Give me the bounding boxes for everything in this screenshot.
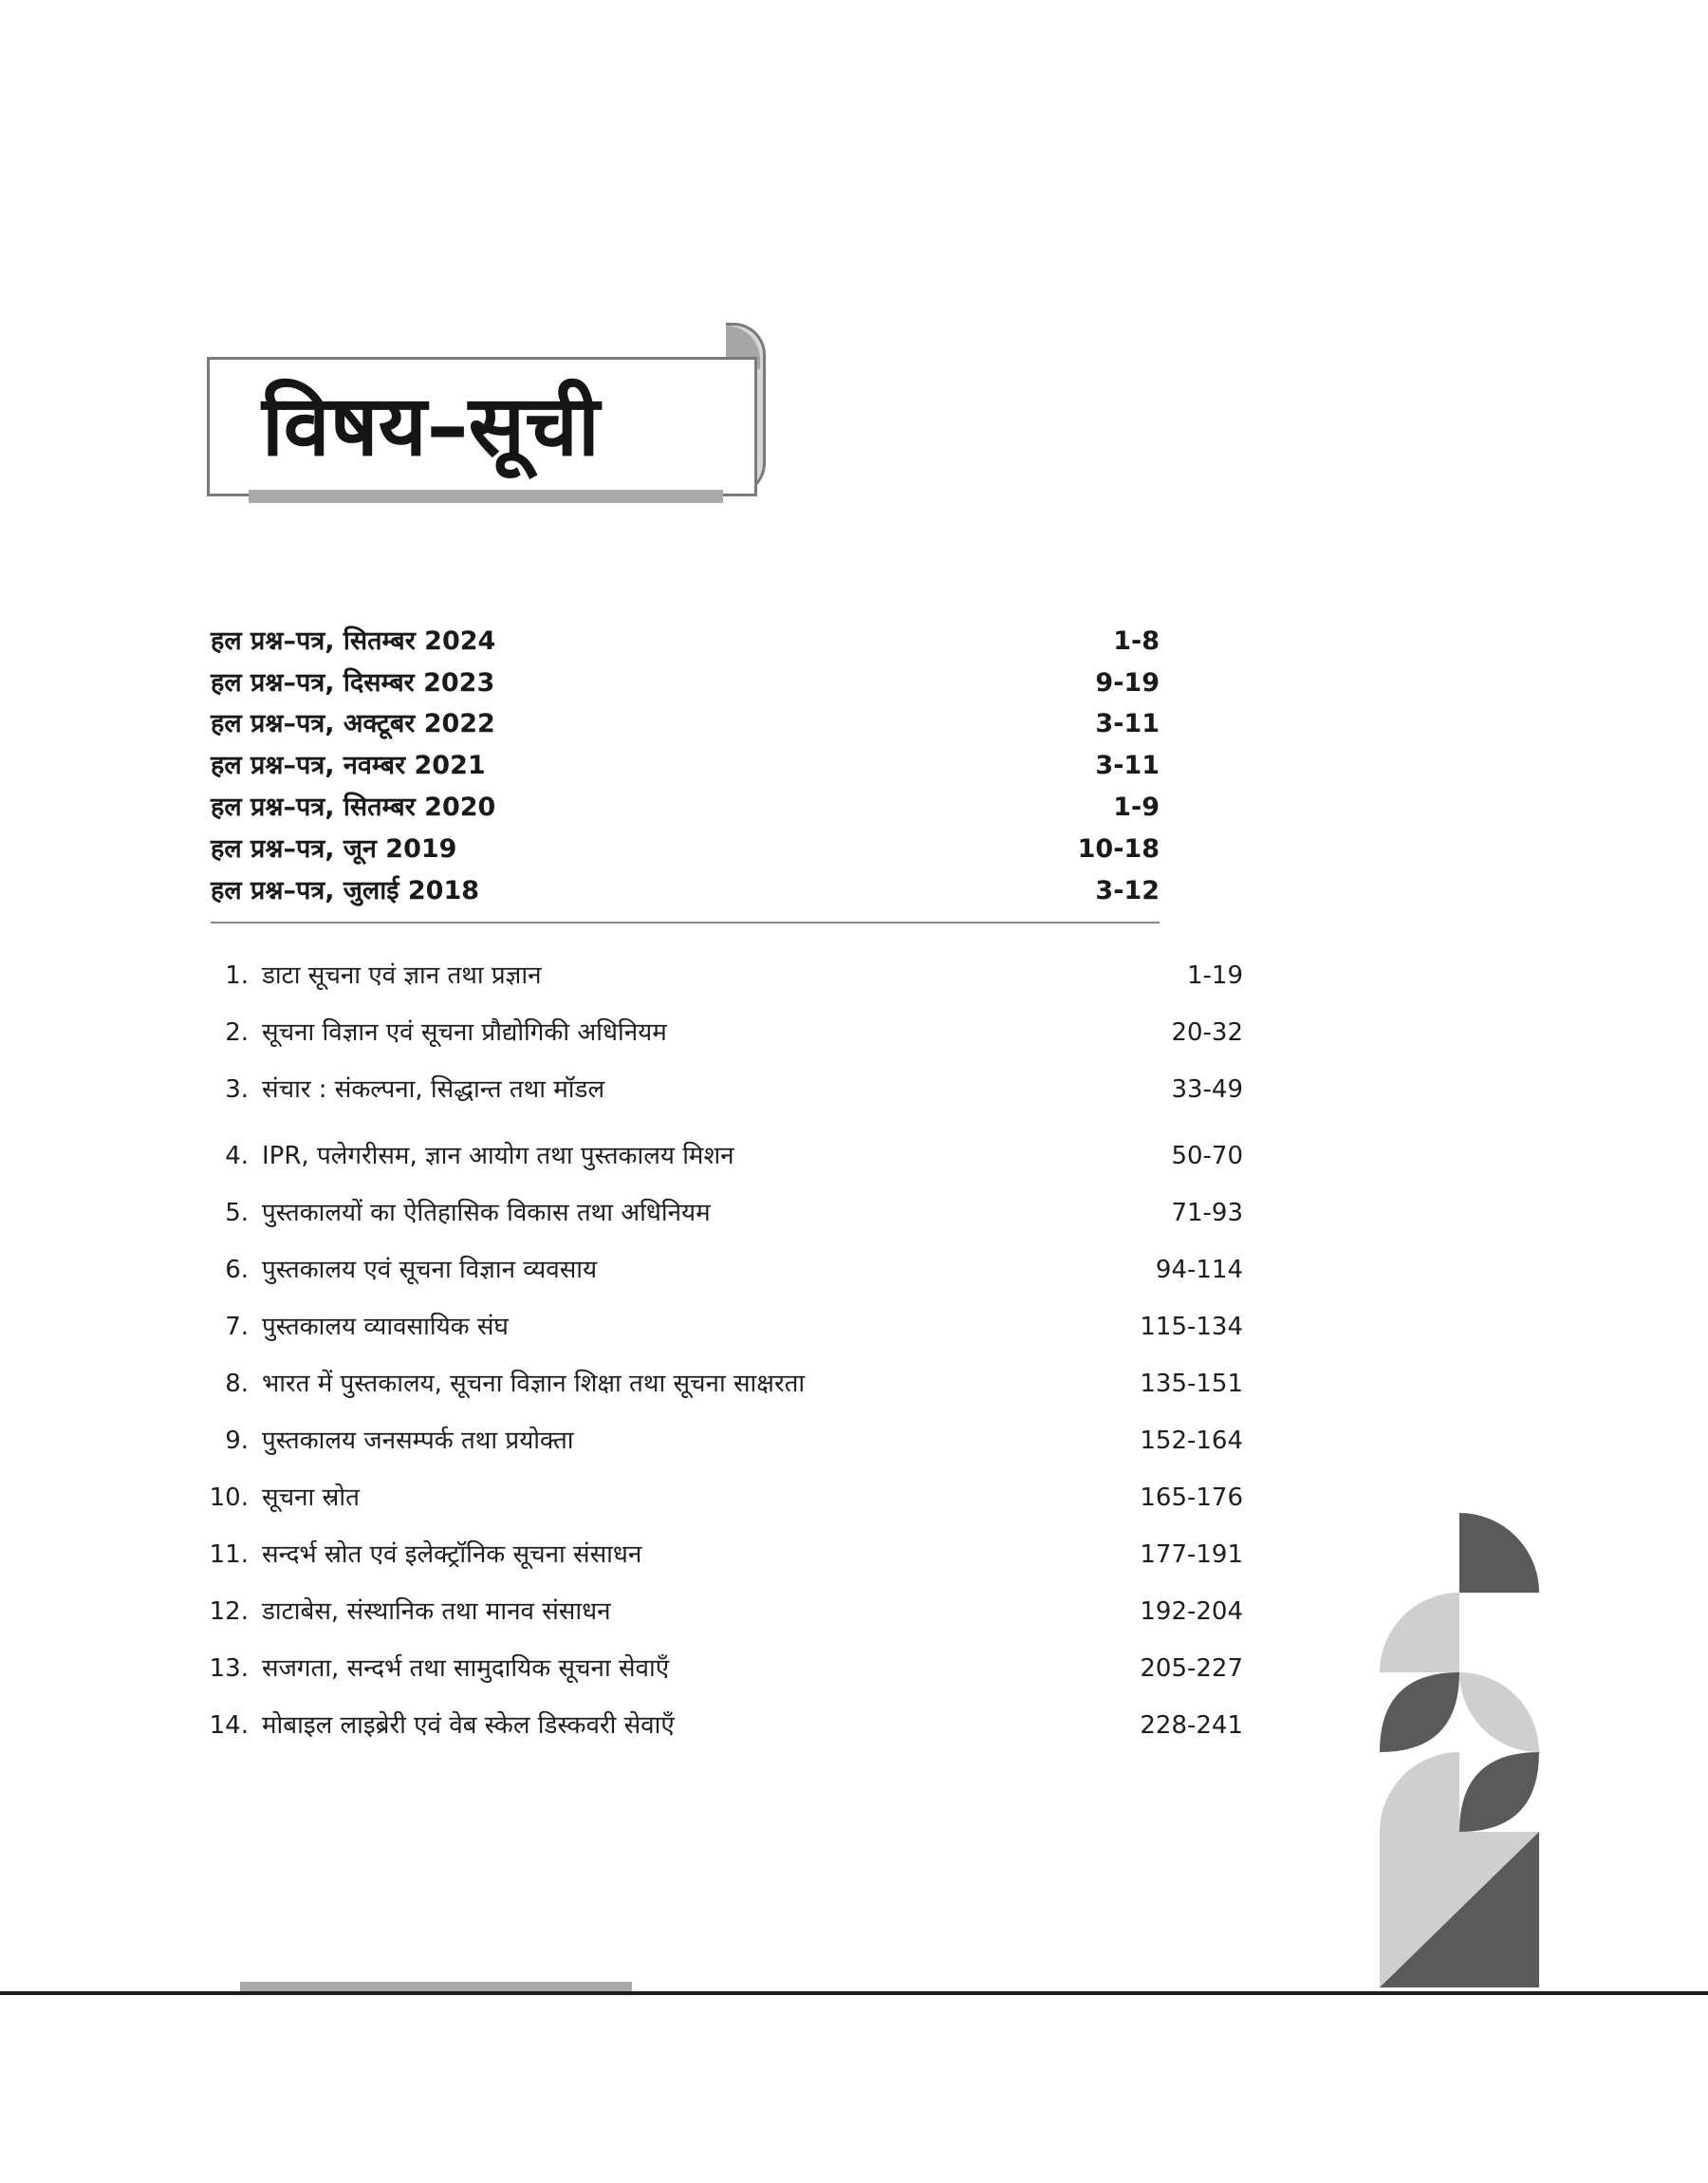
chapter-title: डाटाबेस, संस्थानिक तथा मानव संसाधन [262,1597,611,1626]
chapter-title: पुस्तकालय व्यावसायिक संघ [262,1313,509,1341]
paper-pages: 9-19 [1095,668,1160,698]
paper-pages: 3-11 [1095,751,1160,780]
paper-row [211,704,1160,744]
chapter-row [209,1646,1243,1691]
chapter-number: 8. [225,1370,249,1398]
chapter-title: सन्दर्भ स्रोत एवं इलेक्ट्रॉनिक सूचना संसाधन [262,1540,642,1569]
chapter-number: 6. [225,1256,249,1284]
chapter-title: डाटा सूचना एवं ज्ञान तथा प्रज्ञान [262,961,542,990]
chapter-title: सजगता, सन्दर्भ तथा सामुदायिक सूचना सेवाएँ [262,1654,670,1683]
chapter-pages: 1-19 [1186,961,1243,990]
chapter-title: पुस्तकालयों का ऐतिहासिक विकास तथा अधिनियम [262,1199,711,1227]
chapter-title: मोबाइल लाइब्रेरी एवं वेब स्केल डिस्कवरी सेवाएँ [262,1711,675,1740]
chapter-row [209,1532,1243,1577]
paper-title: हल प्रश्न–पत्र, अक्टूबर 2022 [211,709,495,738]
chapter-number: 2. [225,1018,249,1047]
chapter-number: 1. [225,961,249,990]
quarter-circle-shape [1459,1513,1539,1593]
paper-row [211,871,1160,911]
quarter-circle-shape [1380,1752,1459,1832]
chapter-pages: 115-134 [1140,1313,1243,1341]
paper-title: हल प्रश्न–पत्र, नवम्बर 2021 [211,751,486,780]
chapter-pages: 135-151 [1140,1370,1243,1398]
chapter-pages: 228-241 [1140,1711,1243,1740]
chapter-number: 9. [225,1427,249,1455]
chapter-number: 13. [209,1654,249,1683]
decorative-shapes [1380,1513,1541,1987]
chapter-row [209,1361,1243,1407]
paper-title: हल प्रश्न–पत्र, सितम्बर 2024 [211,626,496,656]
chapter-pages: 177-191 [1140,1540,1243,1569]
chapter-pages: 152-164 [1140,1427,1243,1455]
leaf-shape [1380,1672,1459,1752]
chapter-row [209,1475,1243,1521]
paper-row [211,830,1160,869]
paper-row [211,746,1160,786]
chapter-row [209,1010,1243,1055]
chapter-title: सूचना विज्ञान एवं सूचना प्रौद्योगिकी अधिनियम [262,1018,667,1047]
chapter-number: 11. [209,1540,249,1569]
chapter-number: 4. [225,1142,249,1170]
chapter-title: पुस्तकालय जनसम्पर्क तथा प्रयोक्ता [262,1427,574,1455]
chapter-row [209,1703,1243,1748]
chapter-pages: 20-32 [1171,1018,1243,1047]
paper-title: हल प्रश्न–पत्र, जुलाई 2018 [211,876,480,905]
paper-pages: 3-12 [1095,876,1160,905]
chapter-number: 14. [209,1711,249,1740]
paper-pages: 3-11 [1095,709,1160,738]
paper-pages: 1-9 [1113,793,1160,822]
chapter-number: 3. [225,1075,249,1104]
chapter-number: 12. [209,1597,249,1626]
chapter-row [209,1247,1243,1293]
chapter-row [209,1418,1243,1464]
paper-row [211,788,1160,828]
chapter-pages: 33-49 [1171,1075,1243,1104]
chapter-pages: 165-176 [1140,1483,1243,1512]
chapter-row [209,1589,1243,1634]
paper-row [211,663,1160,703]
paper-row [211,622,1160,662]
paper-pages: 1-8 [1113,626,1160,656]
chapter-row [209,1304,1243,1350]
paper-pages: 10-18 [1077,834,1160,864]
chapter-row [209,1067,1243,1112]
title-banner-shadow [249,490,723,503]
chapter-pages: 192-204 [1140,1597,1243,1626]
chapter-title: सूचना स्रोत [262,1483,360,1512]
footer-rule [0,1991,1708,1995]
chapter-title: पुस्तकालय एवं सूचना विज्ञान व्यवसाय [262,1256,598,1284]
chapter-row [209,1190,1243,1236]
chapter-number: 10. [209,1483,249,1512]
leaf-shape [1459,1752,1539,1832]
chapter-title: भारत में पुस्तकालय, सूचना विज्ञान शिक्षा तथा सूचना साक्षरता [262,1370,806,1398]
chapter-pages: 205-227 [1140,1654,1243,1683]
section-divider [211,922,1160,924]
paper-title: हल प्रश्न–पत्र, दिसम्बर 2023 [211,668,495,698]
chapter-row [209,953,1243,998]
chapter-pages: 71-93 [1171,1199,1243,1227]
paper-title: हल प्रश्न–पत्र, सितम्बर 2020 [211,793,496,822]
chapter-number: 7. [225,1313,249,1341]
chapter-row [209,1133,1243,1179]
paper-title: हल प्रश्न–पत्र, जून 2019 [211,834,457,864]
chapter-title: संचार : संकल्पना, सिद्धान्त तथा मॉडल [262,1075,605,1104]
chapter-number: 5. [225,1199,249,1227]
chapter-pages: 50-70 [1171,1142,1243,1170]
leaf-shape [1459,1672,1539,1752]
page-title: विषय–सूची [262,377,600,475]
chapter-pages: 94-114 [1155,1256,1243,1284]
chapter-title: IPR, पलेगरीसम, ज्ञान आयोग तथा पुस्तकालय मिशन [262,1142,734,1170]
